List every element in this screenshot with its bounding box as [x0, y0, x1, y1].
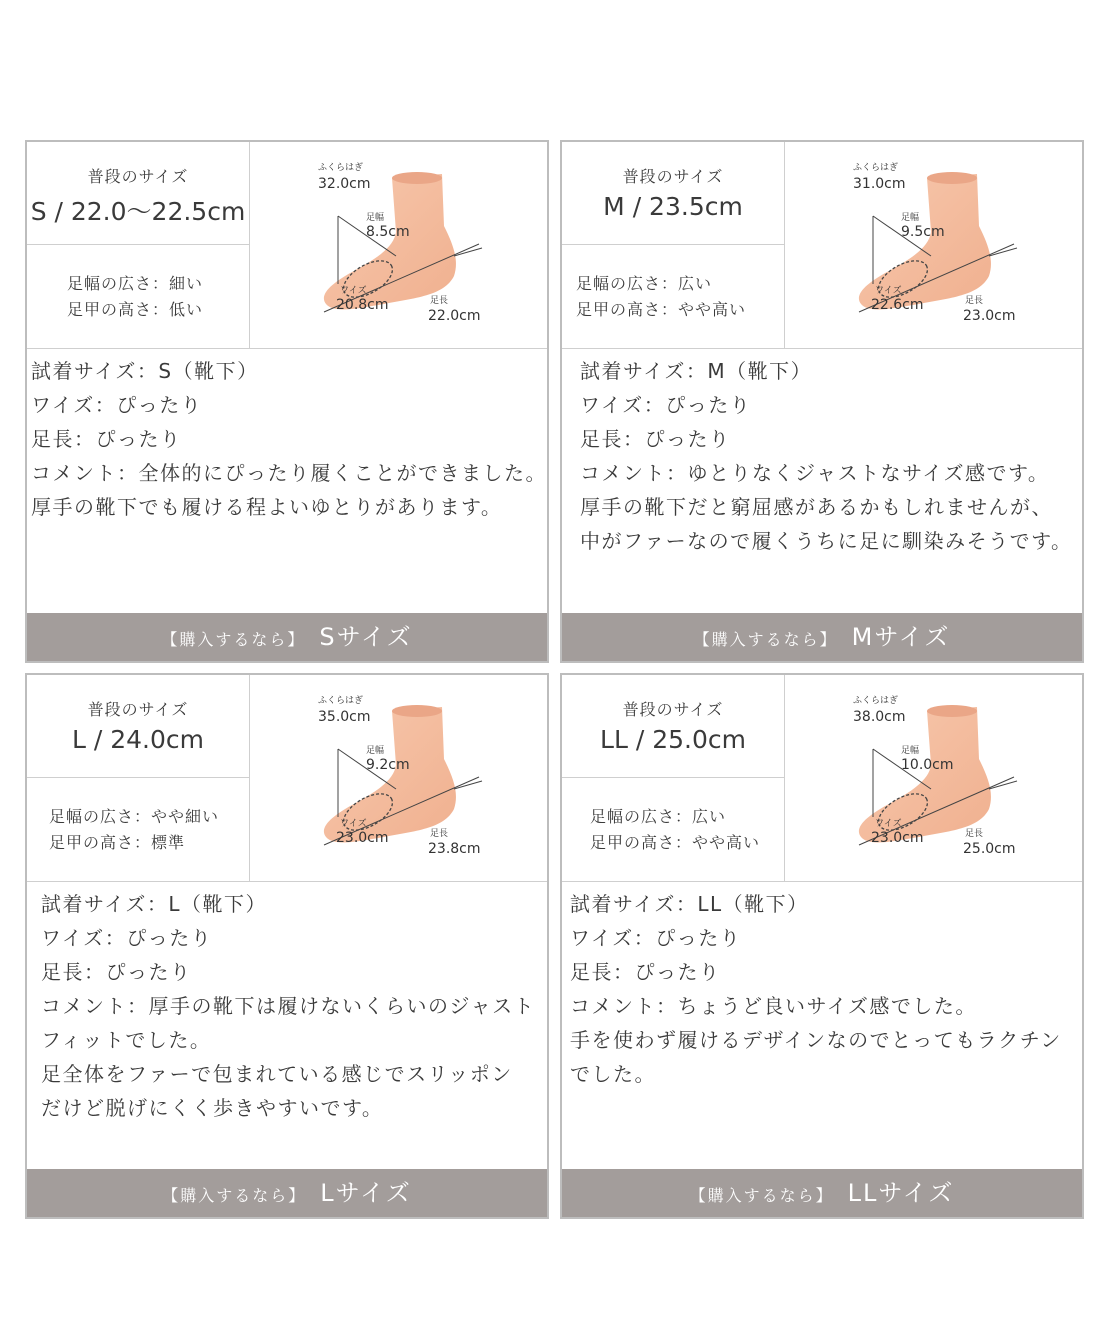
foot-width-label: 足幅: [901, 213, 920, 223]
buy-size-button[interactable]: [27, 1169, 547, 1217]
usual-size-box: [27, 675, 249, 778]
foot-width-value: 10.0cm: [901, 757, 954, 773]
foot-illustration: [839, 156, 1039, 336]
wise-label: ワイズ: [875, 819, 902, 829]
buy-size-button[interactable]: [27, 613, 547, 661]
foot-width-value: 9.5cm: [901, 224, 945, 240]
review-line: コメント：全体的にぴったり履くことができました。: [31, 461, 547, 485]
foot-width-attribute: 足幅の広さ：広い: [576, 274, 713, 293]
foot-width-value: 9.2cm: [366, 757, 410, 773]
review-comment: [41, 887, 535, 1125]
length-value: 22.0cm: [428, 308, 481, 324]
foot-measurement-diagram: [249, 142, 547, 348]
profile-column: [562, 142, 785, 348]
review-comment: [570, 887, 1062, 1091]
ankle-top: [927, 172, 977, 184]
review-line: ワイズ：ぴったり: [580, 393, 752, 417]
foot-attributes: [562, 245, 784, 348]
usual-size-box: [562, 142, 784, 245]
length-value: 25.0cm: [963, 841, 1016, 857]
calf-label: ふくらはぎ: [853, 696, 899, 706]
calf-label: ふくらはぎ: [853, 163, 899, 173]
ankle-top: [392, 705, 442, 717]
ankle-top: [392, 172, 442, 184]
buy-size-label: Mサイズ: [851, 623, 951, 651]
length-label: 足長: [965, 296, 984, 306]
card-header: [27, 142, 547, 349]
foot-width-value: 8.5cm: [366, 224, 410, 240]
length-label: 足長: [430, 829, 449, 839]
foot-width-attribute: 足幅の広さ：やや細い: [49, 807, 220, 826]
review-line: コメント：ゆとりなくジャストなサイズ感です。: [580, 461, 1050, 485]
foot-measurement-diagram: [784, 142, 1082, 348]
buy-size-label: LLサイズ: [847, 1179, 955, 1207]
review-comment: [31, 354, 547, 524]
card-header: [562, 142, 1082, 349]
wise-label: ワイズ: [340, 819, 367, 829]
foot-attributes: [27, 245, 249, 348]
review-line: フィットでした。: [41, 1028, 212, 1052]
wise-value: 20.8cm: [336, 297, 389, 313]
usual-size-box: [562, 675, 784, 778]
foot-width-attribute: 足幅の広さ：細い: [67, 274, 204, 293]
buy-size-button[interactable]: [562, 1169, 1082, 1217]
review-line: 試着サイズ：LL（靴下）: [570, 892, 809, 916]
review-line: 試着サイズ：S（靴下）: [31, 359, 259, 383]
wise-label: ワイズ: [340, 286, 367, 296]
foot-width-label: 足幅: [901, 746, 920, 756]
review-line: 試着サイズ：M（靴下）: [580, 359, 813, 383]
instep-height-attribute: 足甲の高さ：やや高い: [576, 300, 747, 319]
review-line: 足長：ぴったり: [580, 427, 731, 451]
buy-size-label: Lサイズ: [320, 1179, 412, 1207]
review-line: 試着サイズ：L（靴下）: [41, 892, 268, 916]
buy-prefix: 【購入するなら】: [161, 630, 306, 649]
usual-size-value: S / 22.0〜22.5cm: [30, 197, 246, 226]
ankle-top: [927, 705, 977, 717]
review-line: 足長：ぴったり: [570, 960, 721, 984]
size-review-card-1: [25, 140, 549, 663]
calf-value: 32.0cm: [318, 176, 371, 192]
calf-label: ふくらはぎ: [318, 163, 364, 173]
foot-measurement-diagram: [249, 675, 547, 881]
profile-column: [27, 675, 250, 881]
usual-size-value: M / 23.5cm: [603, 192, 743, 221]
buy-prefix: 【購入するなら】: [689, 1186, 834, 1205]
review-line: だけど脱げにくく歩きやすいです。: [41, 1096, 384, 1120]
size-review-card-3: [25, 673, 549, 1219]
length-label: 足長: [965, 829, 984, 839]
buy-prefix: 【購入するなら】: [162, 1186, 307, 1205]
review-line: コメント：厚手の靴下は履けないくらいのジャスト: [41, 994, 536, 1018]
length-value: 23.8cm: [428, 841, 481, 857]
review-line: ワイズ：ぴったり: [31, 393, 203, 417]
size-review-card-4: [560, 673, 1084, 1219]
length-label: 足長: [430, 296, 449, 306]
instep-height-attribute: 足甲の高さ：低い: [67, 300, 204, 319]
profile-column: [562, 675, 785, 881]
foot-attributes: [562, 778, 784, 881]
foot-illustration: [839, 689, 1039, 869]
instep-height-attribute: 足甲の高さ：標準: [49, 833, 186, 852]
usual-size-value: LL / 25.0cm: [600, 725, 746, 754]
review-comment: [580, 354, 1073, 558]
buy-size-label: Sサイズ: [319, 623, 413, 651]
usual-size-label: 普段のサイズ: [87, 167, 189, 186]
buy-prefix: 【購入するなら】: [693, 630, 838, 649]
wise-value: 23.0cm: [871, 830, 924, 846]
instep-height-attribute: 足甲の高さ：やや高い: [590, 833, 761, 852]
calf-label: ふくらはぎ: [318, 696, 364, 706]
usual-size-label: 普段のサイズ: [87, 700, 189, 719]
card-header: [27, 675, 547, 882]
usual-size-label: 普段のサイズ: [622, 167, 724, 186]
card-header: [562, 675, 1082, 882]
review-line: ワイズ：ぴったり: [41, 926, 213, 950]
foot-width-label: 足幅: [366, 746, 385, 756]
review-line: でした。: [570, 1062, 656, 1086]
review-line: 厚手の靴下でも履ける程よいゆとりがあります。: [31, 495, 503, 519]
review-line: 足全体をファーで包まれている感じでスリッポン: [41, 1062, 513, 1086]
usual-size-value: L / 24.0cm: [71, 725, 204, 754]
foot-illustration: [304, 689, 504, 869]
review-line: 中がファーなので履くうちに足に馴染みそうです。: [580, 529, 1073, 553]
calf-value: 35.0cm: [318, 709, 371, 725]
length-value: 23.0cm: [963, 308, 1016, 324]
foot-width-label: 足幅: [366, 213, 385, 223]
usual-size-label: 普段のサイズ: [622, 700, 724, 719]
size-review-card-2: [560, 140, 1084, 663]
wise-label: ワイズ: [875, 286, 902, 296]
foot-attributes: [27, 778, 249, 881]
wise-value: 23.0cm: [336, 830, 389, 846]
review-line: 足長：ぴったり: [31, 427, 182, 451]
review-line: 足長：ぴったり: [41, 960, 192, 984]
profile-column: [27, 142, 250, 348]
usual-size-box: [27, 142, 249, 245]
foot-width-attribute: 足幅の広さ：広い: [590, 807, 727, 826]
buy-size-button[interactable]: [562, 613, 1082, 661]
foot-measurement-diagram: [784, 675, 1082, 881]
review-line: 手を使わず履けるデザインなのでとってもラクチン: [570, 1028, 1062, 1052]
calf-value: 38.0cm: [853, 709, 906, 725]
calf-value: 31.0cm: [853, 176, 906, 192]
review-line: 厚手の靴下だと窮屈感があるかもしれませんが、: [580, 495, 1053, 519]
foot-illustration: [304, 156, 504, 336]
review-line: ワイズ：ぴったり: [570, 926, 742, 950]
review-line: コメント：ちょうど良いサイズ感でした。: [570, 994, 977, 1018]
wise-value: 22.6cm: [871, 297, 924, 313]
